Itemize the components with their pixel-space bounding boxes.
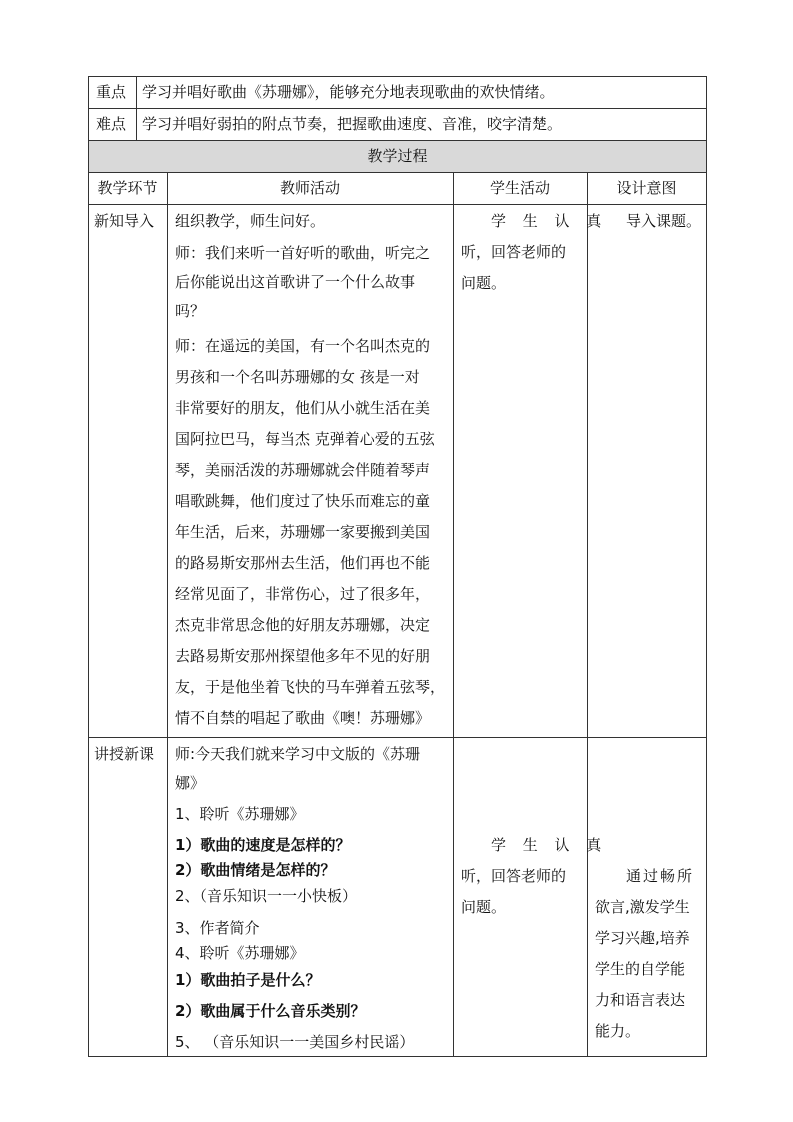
header-teacher: 教师活动 [279,179,340,197]
header-intent: 设计意图 [616,179,677,197]
student-line: 问题。 [461,274,507,292]
teacher-line: 3、作者简介 [175,919,260,937]
nandian-text: 学习并唱好弱拍的附点节奏，把握歌曲速度、音准，咬字清楚。 [142,115,563,133]
intent-line: 导入课题。 [626,212,702,230]
table-rule [88,1056,707,1057]
intent-line: 欲言,激发学生 [595,898,690,916]
teacher-line: 经常见面了，非常伤心，过了很多年， [175,585,431,603]
teacher-line: 琴，美丽活泼的苏珊娜就会伴随着琴声 [175,461,431,479]
teacher-line: 国阿拉巴马，每当杰 克弹着心爱的五弦 [175,430,435,448]
teacher-line: 1）歌曲的速度是怎样的？ [175,836,351,854]
nandian-label: 难点 [96,115,127,133]
table-rule [88,737,707,738]
teacher-line: 1、聆听《苏珊娜》 [175,805,305,823]
student-line: 听，回答老师的 [461,867,567,885]
table-rule [88,76,89,1057]
teacher-line: 唱歌跳舞，他们度过了快乐而难忘的童 [175,492,431,510]
teacher-line: 杰克非常思念他的好朋友苏珊娜，决定 [175,616,431,634]
table-rule [453,172,454,1057]
student-line: 听，回答老师的 [461,243,567,261]
table-rule [88,204,707,205]
teacher-line: 情不自禁的唱起了歌曲《噢！苏珊娜》 [175,709,431,727]
table-rule [88,108,707,109]
teacher-line: 2）歌曲属于什么音乐类别？ [175,1002,366,1020]
teacher-line: 吗？ [175,302,206,320]
intent-line: 学生的自学能 [595,960,686,978]
table-rule [88,140,707,141]
teacher-line: 非常要好的朋友，他们从小就生活在美 [175,399,431,417]
teacher-line: 2、（音乐知识一一小快板） [175,887,358,905]
teacher-line: 男孩和一个名叫苏珊娜的女 孩是一对 [175,368,420,386]
stage2-name: 讲授新课 [94,745,155,763]
table-rule [136,76,137,140]
student-line: 学 生 认 真 [491,836,608,854]
intent-line: 能力。 [595,1022,641,1040]
table-rule [167,172,168,1057]
teacher-line: 组织教学，师生问好。 [175,212,326,230]
header-stage: 教学环节 [97,179,158,197]
intent-line: 学习兴趣,培养 [595,929,690,947]
teacher-line: 2）歌曲情绪是怎样的？ [175,861,336,879]
intent-line: 通过畅所 [626,867,695,885]
zhongdian-text: 学习并唱好歌曲《苏珊娜》，能够充分地表现歌曲的欢快情绪。 [142,83,555,101]
teacher-line: 娜》 [175,774,206,792]
teacher-line: 的路易斯安那州去生活，他们再也不能 [175,554,431,572]
stage1-name: 新知导入 [94,212,155,230]
teacher-line: 5、 （音乐知识一一美国乡村民谣） [175,1033,415,1051]
table-rule [587,172,588,1057]
student-line: 学 生 认 真 [491,212,608,230]
table-rule [706,76,707,1057]
teacher-line: 师：在遥远的美国，有一个名叫杰克的 [175,337,431,355]
intent-line: 力和语言表达 [595,991,686,1009]
table-rule [88,76,707,77]
teacher-line: 友，于是他坐着飞快的马车弹着五弦琴， [175,678,446,696]
student-line: 问题。 [461,898,507,916]
header-student: 学生活动 [489,179,550,197]
section-title: 教学过程 [367,147,428,165]
teacher-line: 师:今天我们就来学习中文版的《苏珊 [175,745,421,763]
teacher-line: 去路易斯安那州探望他多年不见的好朋 [175,647,431,665]
table-rule [88,172,707,173]
zhongdian-label: 重点 [96,83,127,101]
teacher-line: 4、聆听《苏珊娜》 [175,944,305,962]
teacher-line: 师：我们来听一首好听的歌曲，听完之 [175,244,431,262]
teacher-line: 年生活，后来，苏珊娜一家要搬到美国 [175,523,431,541]
teacher-line: 1）歌曲拍子是什么？ [175,971,321,989]
teacher-line: 后你能说出这首歌讲了一个什么故事 [175,273,416,291]
